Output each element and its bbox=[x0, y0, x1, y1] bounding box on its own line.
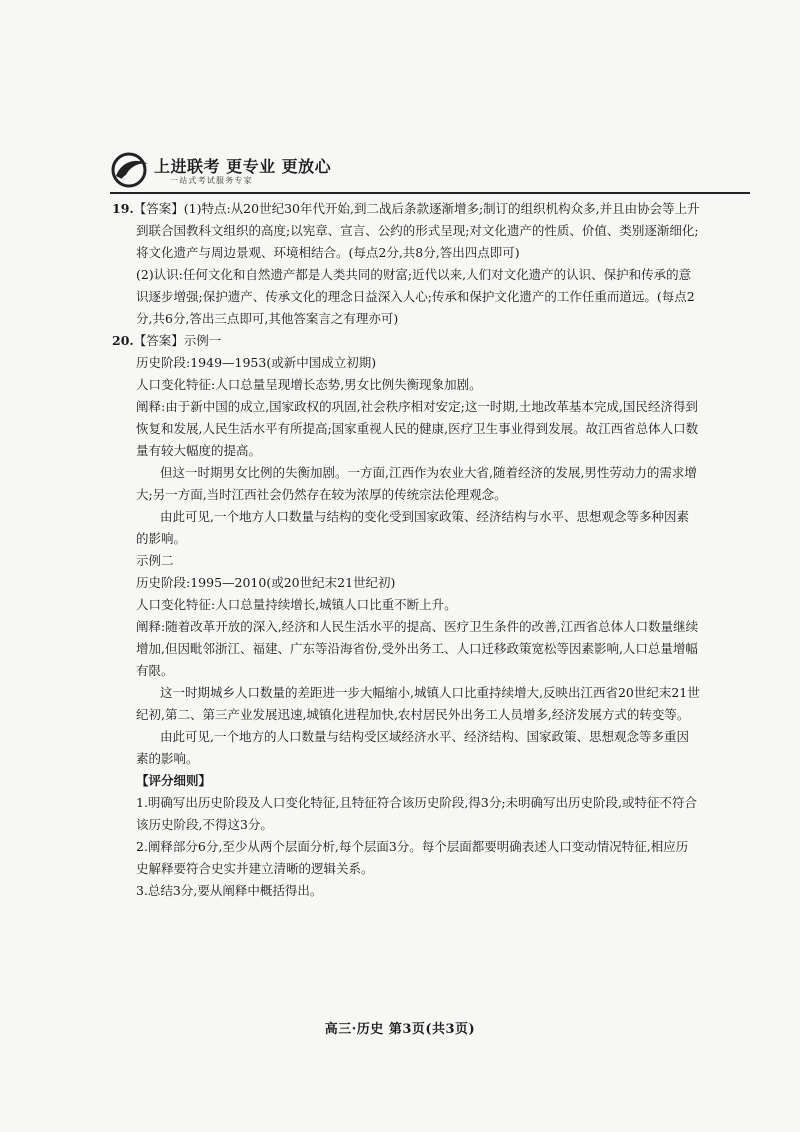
q19-part1-text: 【答案】(1)特点:从20世纪30年代开始,到二战后条款逐渐增多;制订的组织机构众多,并且由协会等上升到联合国教科文组织的高度;以宪章、宣言、公约的形式呈现;对文化遗产的性质、价值、类别逐渐细化;将文化遗产与周边景观、环境相结合。(每点2分,共8分,答出四点即可) bbox=[133, 201, 700, 260]
page-header bbox=[110, 150, 750, 195]
q20-ex2-conclusion: 由此可见,一个地方的人口数量与结构受区域经济水平、经济结构、国家政策、思想观念等多重因素的影响。 bbox=[136, 729, 689, 766]
answer-content bbox=[112, 198, 700, 902]
q19-number: 19. bbox=[112, 201, 134, 216]
page-footer: 高三·历史 第3页(共3页) bbox=[324, 1022, 476, 1037]
q20-ex2-title: 示例二 bbox=[136, 553, 174, 568]
q20-ex2-explain: 阐释:随着改革开放的深入,经济和人民生活水平的提高、医疗卫生条件的改善,江西省总体人口数量继续增加,但因毗邻浙江、福建、广东等沿海省份,受外出务工、人口迁移政策宽松等因素影响,人口总量增幅有限。 bbox=[136, 619, 699, 678]
q20-rubric-2: 2.阐释部分6分,至少从两个层面分析,每个层面3分。每个层面都要明确表述人口变动情况特征,相应历史解释要符合史实并建立清晰的逻辑关系。 bbox=[136, 839, 689, 876]
header-slogan: 上进联考 更专业 更放心 bbox=[154, 157, 332, 176]
q20-rubric-title: 【评分细则】 bbox=[136, 773, 212, 788]
q20-intro bbox=[112, 330, 700, 352]
logo-icon bbox=[110, 150, 152, 188]
q20-rubric-1: 1.明确写出历史阶段及人口变化特征,且特征符合该历史阶段,得3分;未明确写出历史阶段,或特征不符合该历史阶段,不得这3分。 bbox=[136, 795, 698, 832]
q19-part2: (2)认识:任何文化和自然遗产都是人类共同的财富;近代以来,人们对文化遗产的认识、保护和传承的意识逐步增强;保护遗产、传承文化的理念日益深入人心;传承和保护文化遗产的工作任重而道远。(每点2分,共6分,答出三点即可,其他答案言之有理亦可) bbox=[136, 267, 695, 326]
q20-rubric-3: 3.总结3分,要从阐释中概括得出。 bbox=[136, 883, 323, 898]
q20-ex1-conclusion: 由此可见,一个地方人口数量与结构的变化受到国家政策、经济结构与水平、思想观念等多种因素的影响。 bbox=[136, 509, 689, 546]
q20-number: 20. bbox=[112, 333, 134, 348]
q20-intro-text: 【答案】示例一 bbox=[133, 333, 222, 348]
q20-ex2-paragraph2: 这一时期城乡人口数量的差距进一步大幅缩小,城镇人口比重持续增大,反映出江西省20世纪末21世纪初,第二、第三产业发展迅速,城镇化进程加快,农村居民外出务工人员增多,经济发展方式的转变等。 bbox=[136, 685, 700, 722]
q20-ex1-stage: 历史阶段:1949—1953(或新中国成立初期) bbox=[136, 355, 377, 370]
q20-ex2-stage: 历史阶段:1995—2010(或20世纪末21世纪初) bbox=[136, 575, 396, 590]
header-subtitle: 一站式考试服务专家 bbox=[170, 176, 253, 185]
q20-ex2-feature: 人口变化特征:人口总量持续增长,城镇人口比重不断上升。 bbox=[136, 597, 457, 612]
q19-part1 bbox=[112, 198, 700, 264]
q20-ex1-feature: 人口变化特征:人口总量呈现增长态势,男女比例失衡现象加剧。 bbox=[136, 377, 482, 392]
q20-ex1-paragraph2: 但这一时期男女比例的失衡加剧。一方面,江西作为农业大省,随着经济的发展,男性劳动力的需求增大;另一方面,当时江西社会仍然存在较为浓厚的传统宗法伦理观念。 bbox=[136, 465, 697, 502]
q20-ex1-explain: 阐释:由于新中国的成立,国家政权的巩固,社会秩序相对安定;这一时期,土地改革基本完成,国民经济得到恢复和发展,人民生活水平有所提高;国家重视人民的健康,医疗卫生事业得到发展。故江西省总体人口数量有较大幅度的提高。 bbox=[136, 399, 699, 458]
header-divider bbox=[110, 192, 750, 194]
